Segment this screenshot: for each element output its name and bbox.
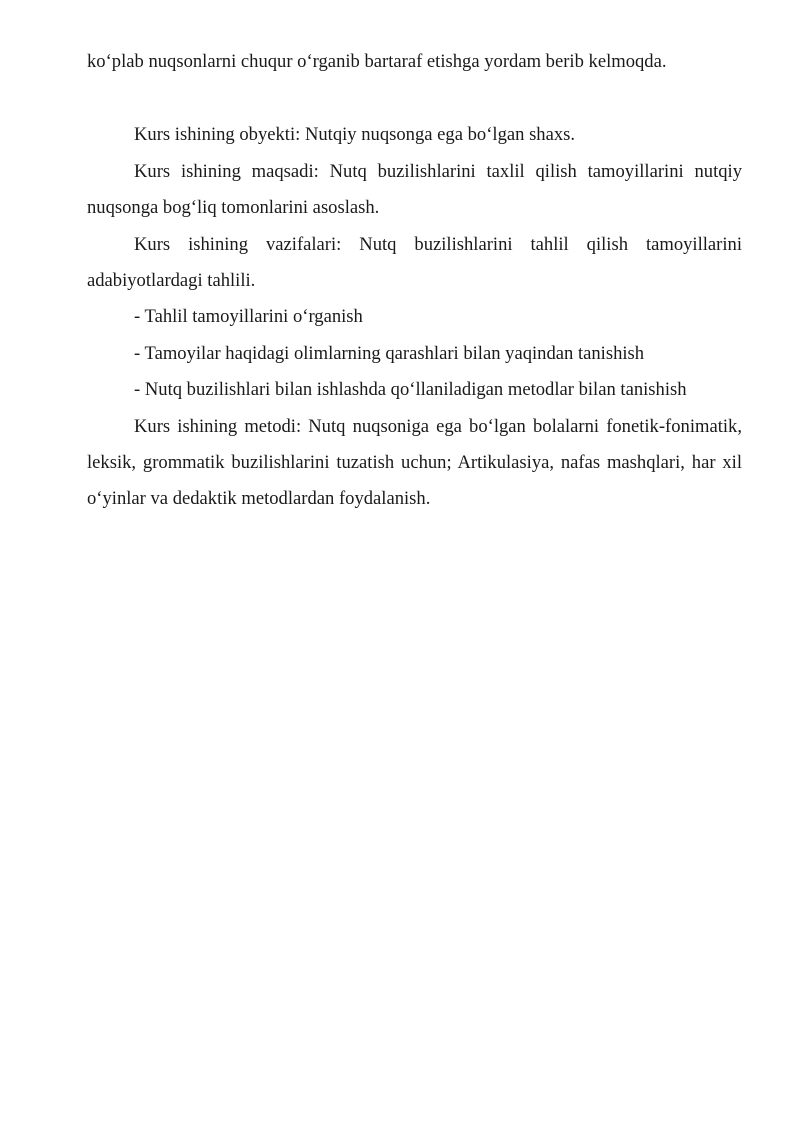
paragraph-object: Kurs ishining obyekti: Nutqiy nuqsonga ega bo‘lgan shaxs. [134,124,576,146]
list-item-task-2: - Tamoyilar haqidagi olimlarning qarashlari bilan yaqindan tanishish [134,342,645,364]
paragraph-method: Kurs ishining metodi: Nutq nuqsoniga ega bo‘lgan bolalarni fonetik-fonimatik, leksik, grommatik buzilishlarini tuzatish uchun; Artikulasiya, nafas mashqlari, har xil o‘yinlar va dedaktik metodlardan foydalanish. [87,415,742,510]
list-item-task-1: - Tahlil tamoyillarini o‘rganish [134,306,363,328]
paragraph-tasks: Kurs ishining vazifalari: Nutq buzilishlarini tahlil qilish tamoyillarini adabiyotlardagi tahlili. [87,233,742,292]
paragraph-intro-continuation: ko‘plab nuqsonlarni chuqur o‘rganib bartaraf etishga yordam berib kelmoqda. [87,51,667,72]
paragraph-goal: Kurs ishining maqsadi: Nutq buzilishlarini taxlil qilish tamoyillarini nutqiy nuqsonga bog‘liq tomonlarini asoslash. [87,160,742,219]
document-page [87,44,742,518]
list-item-task-3: - Nutq buzilishlari bilan ishlashda qo‘llaniladigan metodlar bilan tanishish [134,379,687,401]
paragraph-spacer [87,80,742,117]
